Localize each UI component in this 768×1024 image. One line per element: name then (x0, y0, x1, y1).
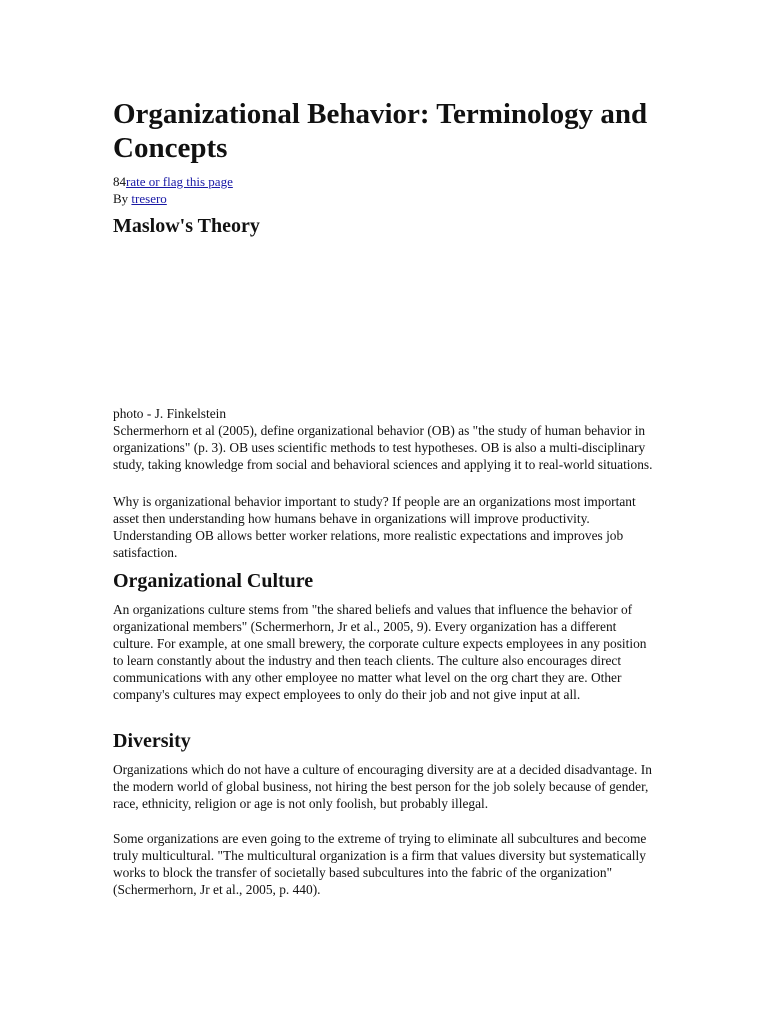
culture-paragraph-1: An organizations culture stems from "the shared beliefs and values that influence the behavior of organizational members" (Schermerhorn, Jr et al., 2005, 9). Every organization has a different culture. For example, at one small brewery, the corporate culture expects employees in any position to learn constantly about the industry and then teach clients. The culture also encourages direct communications with any other employee no matter what level on the org chart they are. Other company's cultures may expect employees to only do their job and not give input at all. (113, 602, 647, 702)
page-title: Organizational Behavior: Terminology and Concepts (113, 98, 648, 164)
maslow-paragraph-2: Why is organizational behavior important to study? If people are an organizations most important asset then understanding how humans behave in organizations will improve productivity. Understanding OB allows better worker relations, more realistic expectations and improves job satisfaction. (113, 494, 636, 560)
author-link[interactable]: tresero (131, 191, 167, 206)
photo-placeholder (113, 245, 658, 403)
diversity-paragraph-1: Organizations which do not have a culture of encouraging diversity are at a decided disadvantage. In the modern world of global business, not hiring the best person for the job solely because of gender, race, ethnicity, religion or age is not only foolish, but probably illegal. (113, 762, 652, 811)
section-heading-culture: Organizational Culture (113, 570, 314, 592)
byline (113, 190, 167, 207)
rating-line (113, 173, 233, 190)
maslow-paragraph-1: Schermerhorn et al (2005), define organizational behavior (OB) as "the study of human behavior in organizations" (p. 3). OB uses scientific methods to test hypotheses. OB is also a multi-disciplinary study, taking knowledge from social and behavioral sciences and applying it to real-world situations. (113, 423, 653, 472)
diversity-paragraph-2: Some organizations are even going to the extreme of trying to eliminate all subcultures and become truly multicultural. "The multicultural organization is a firm that values diversity but systematically works to block the transfer of societally based subcultures into the fabric of the organization" (Schermerhorn, Jr et al., 2005, p. 440). (113, 831, 647, 897)
section-heading-maslow: Maslow's Theory (113, 215, 260, 237)
by-label: By (113, 191, 132, 206)
photo-credit: photo - J. Finkelstein (113, 406, 227, 421)
rate-flag-link[interactable]: rate or flag this page (126, 174, 233, 189)
section-heading-diversity: Diversity (113, 730, 191, 752)
rating-count: 84 (113, 174, 126, 189)
